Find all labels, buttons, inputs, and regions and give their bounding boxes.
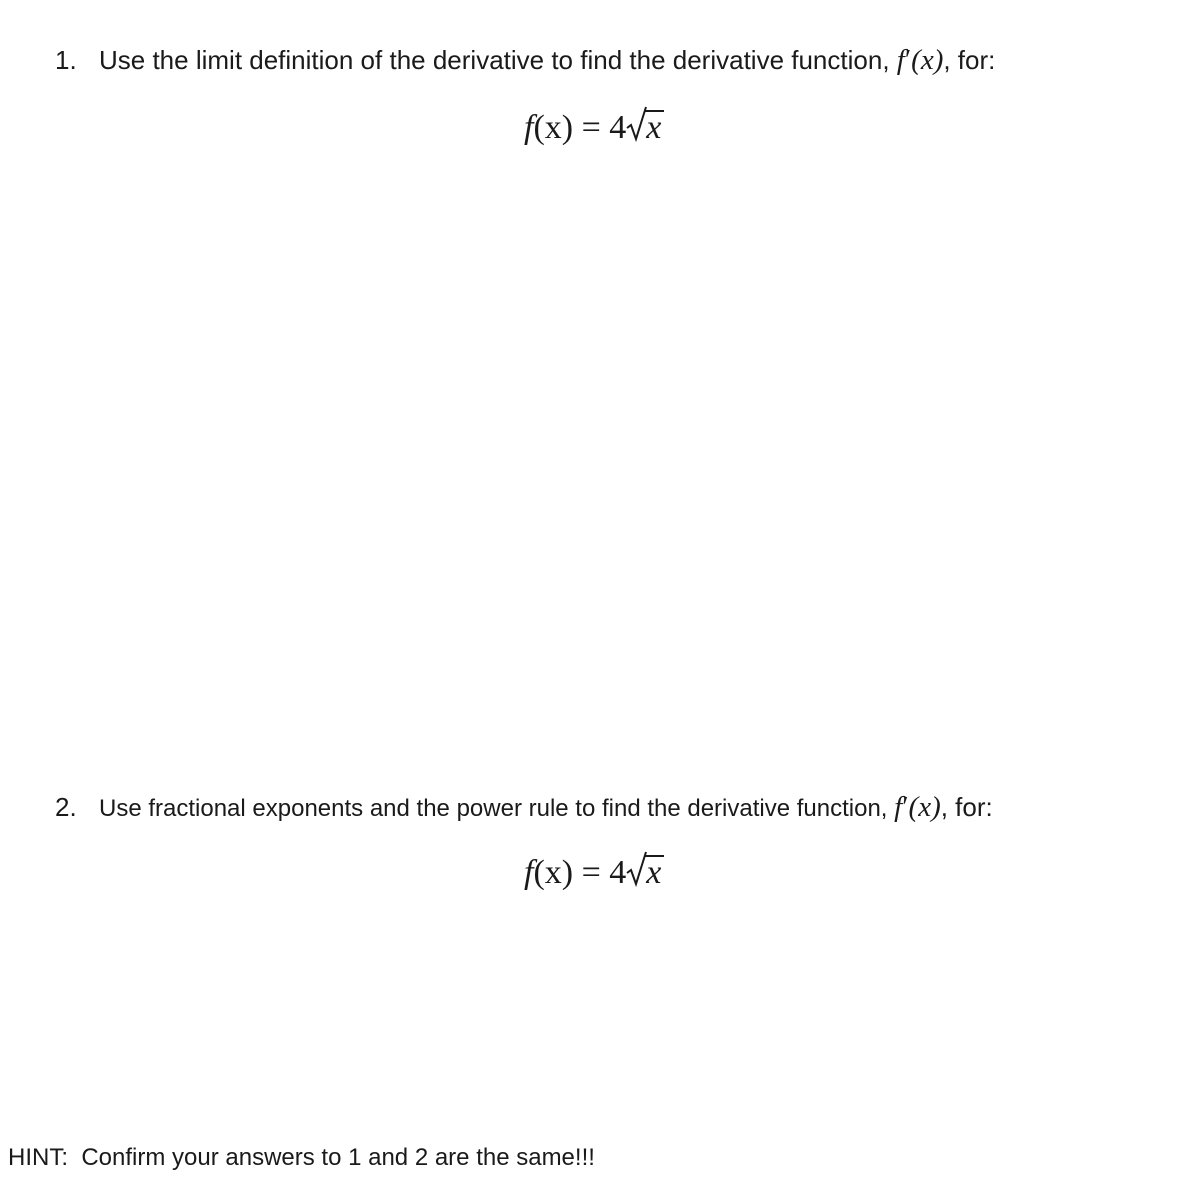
- equation-1-argument: (x): [533, 109, 574, 146]
- radical-sign-icon: [626, 851, 648, 887]
- equation-2-equals: =: [573, 854, 610, 891]
- equation-2-square-root: [626, 853, 664, 893]
- question-2-suffix: , for:: [940, 792, 993, 822]
- equation-1-function-name: f: [524, 109, 534, 146]
- equation-1-coefficient: 4: [609, 109, 627, 146]
- equation-2-function-name: f: [524, 854, 534, 891]
- equation-2-coefficient: 4: [609, 854, 627, 891]
- question-2-text: Use fractional exponents and the power rule to find the derivative function,: [99, 795, 895, 822]
- question-2-number: 2.: [55, 792, 77, 822]
- question-1-derivative-notation: f′(x): [896, 44, 944, 76]
- question-1-suffix: , for:: [943, 45, 996, 75]
- equation-2-radicand: x: [644, 855, 664, 889]
- equation-1-radicand: x: [644, 110, 664, 144]
- question-2: [55, 792, 993, 824]
- equation-2-argument: (x): [533, 854, 574, 891]
- question-2-equation: [524, 853, 664, 893]
- question-2-derivative-notation: f′(x): [894, 791, 941, 823]
- question-1-number: 1.: [55, 45, 77, 75]
- question-1-text: Use the limit definition of the derivative to find the derivative function,: [99, 45, 897, 75]
- question-1: [55, 45, 995, 75]
- hint-text: HINT: Confirm your answers to 1 and 2 are the same!!!: [8, 1144, 595, 1171]
- equation-1-square-root: [626, 108, 664, 148]
- equation-1-equals: =: [573, 109, 610, 146]
- radical-sign-icon: [626, 106, 648, 142]
- question-1-equation: [524, 108, 664, 148]
